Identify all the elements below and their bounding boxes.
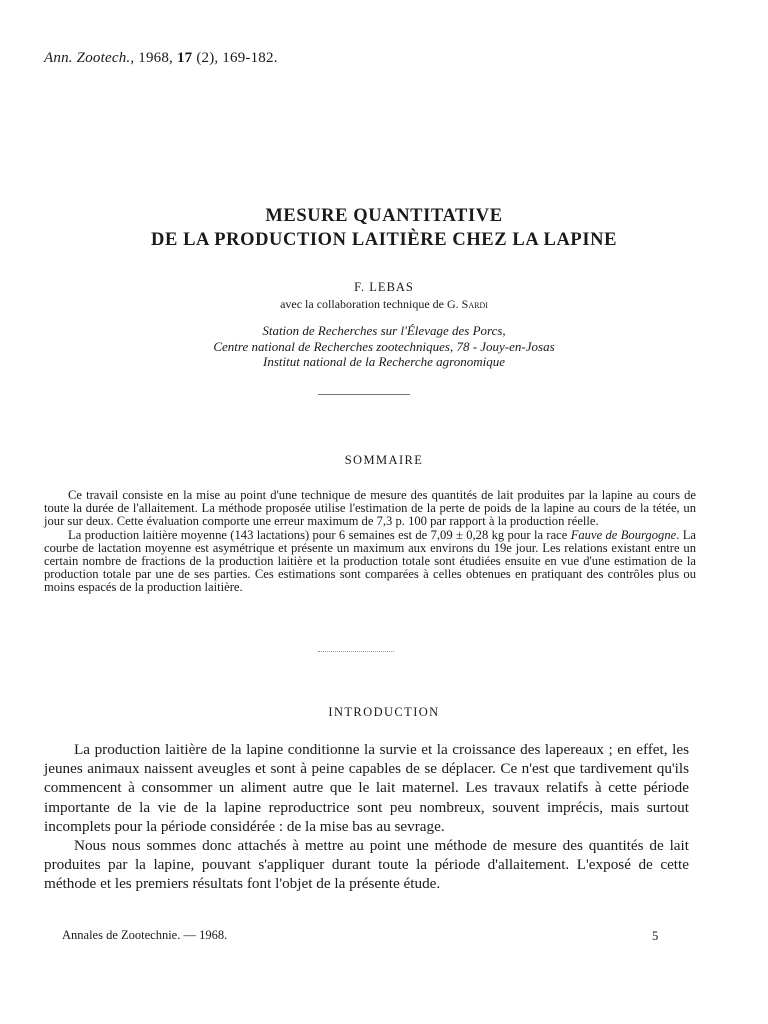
introduction-body [44,740,689,894]
summary-body [44,489,696,595]
author-name: F. LEBAS [354,280,414,294]
affiliation-line-3: Institut national de la Recherche agronomique [262,354,506,369]
affiliation-line-2: Centre national de Recherches zootechniques, 78 - Jouy-en-Josas [213,338,555,354]
collaboration-prefix: avec la collaboration technique de G. [280,297,462,311]
summary-paragraph-1: Ce travail consiste en la mise au point d'une technique de mesure des quantités de lait produites par la lapine au cours de toute la durée de l'allaitement. La méthode proposée utilise l'estimation de la perte de poids de la lapine au cours de la tétée, un jour sur deux. Cette évaluation comporte une erreur maximum de 7,3 p. 100 par rapport à la production réelle. [44,488,696,529]
citation-pages: (2), 169-182. [196,50,278,66]
title-line-2: DE LA PRODUCTION LAITIÈRE CHEZ LA LAPINE [150,230,618,250]
summary-paragraph-2 [44,529,696,595]
introduction-heading: INTRODUCTION [328,705,440,719]
affiliation [0,323,768,370]
footer-journal: Annales de Zootechnie. — 1968. [62,928,228,942]
summary-paragraph-2-end: . La courbe de lactation moyenne est asymétrique et présente un maximum aux environs du 19e jour. Les relations existant entre un certain nombre de fractions de la production laitière et la production totale sont étudiées ensuite en vue d'une estimation de la production totale par une de ses parties. Ces estimations sont comparées à celles obtenues en pratiquant des contrôles plus ou moins espacés de la production laitière. [44,527,696,595]
journal-citation [44,50,278,67]
collaboration-credit [0,297,768,312]
affiliation-line-1: Station de Recherches sur l'Élevage des Porcs, [262,323,506,338]
citation-volume: 17 [176,50,193,66]
collaborator-name: Sardi [461,297,488,311]
introduction-paragraph-2: Nous nous sommes donc attachés à mettre au point une méthode de mesure des quantités de lait produites par la lapine, pouvant s'appliquer durant toute la période d'allaitement. L'exposé de cette méthode et les premiers résultats font l'objet de la présente étude. [44,837,689,893]
article-title [0,204,768,252]
page-number: 5 [652,929,659,943]
citation-journal: Ann. Zootech., [44,50,135,66]
summary-heading: SOMMAIRE [344,453,424,467]
title-line-1: MESURE QUANTITATIVE [265,206,503,226]
separator-dots [318,651,394,653]
breed-name: Fauve de Bourgogne [570,527,677,542]
citation-year: 1968, [138,50,173,66]
introduction-paragraph-1: La production laitière de la lapine conditionne la survie et la croissance des lapereaux ; en effet, les jeunes animaux naissent aveugles et sont à peine capables de se déplacer. Ce n'est que tardivement qu'ils commencent à consommer un aliment autre que le lait maternel. Les travaux relatifs à cette période importante de la vie de la lapine reproductrice sont peu nombreux, souvent imprécis, mais surtout incomplets pour la période considérée : de la mise bas au sevrage. [44,741,689,835]
summary-paragraph-2-start: La production laitière moyenne (143 lactations) pour 6 semaines est de 7,09 ± 0,28 kg pour la race [68,527,571,542]
separator-rule [318,394,410,395]
